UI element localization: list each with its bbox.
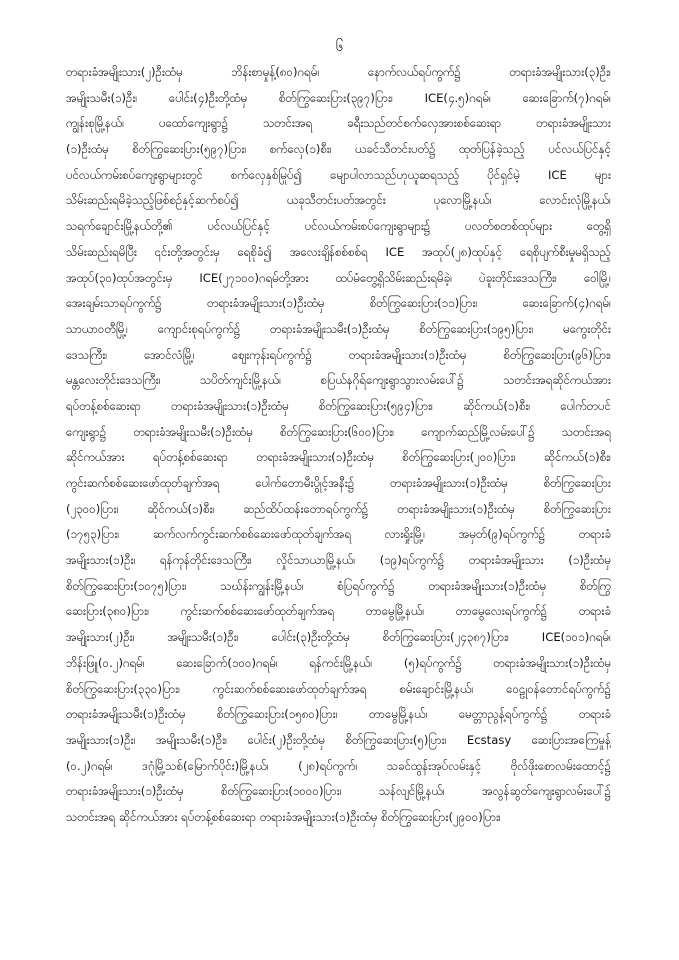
text-line: စိတ်ကြွဆေးပြား(၃၃၀)ပြား၊ ကွင်းဆက်စစ်ဆေးဖော်ထုတ်ချက်အရ စမ်းချောင်းမြို့နယ်၊ ဝေဠုဝန်တောင်ရပ်ကွက်၌ xyxy=(66,681,611,696)
text-line: သတင်းအရ ဆိုင်ကယ်အား ရပ်တန့်စစ်ဆေးရာ တရားခံအမျိုးသား(၁)ဦးထံမှ စိတ်ကြွဆေးပြား(၂၉၀၀)ပြား၊ xyxy=(66,809,501,824)
text-line: ကျွန်းစုမြို့နယ်၊ ပထော်ကျေးရွာ၌ သတင်းအရ ခရီးသည်တင်စက်လှေအားစစ်ဆေးရာ တရားခံအမျိုးသား xyxy=(66,116,611,131)
text-line: တရားခံအမျိုးသား(၁)ဦးထံမှ စိတ်ကြွဆေးပြား(၁၀၀၀)ပြား၊ သန်လျင်မြို့နယ်၊ အလွန်ဆွတ်ကျေးရွာလမ်းပေါ်၌ xyxy=(66,784,611,799)
text-line: ကျေးရွာ၌ တရားခံအမျိုးသမီး(၁)ဦးထံမှ စိတ်ကြွဆေးပြား(၆၀၀)ပြား၊ ကျောက်ဆည်မြို့လမ်းပေါ်၌ သတင်းအရ xyxy=(66,424,611,439)
text-line: စိတ်ကြွဆေးပြား(၁၀၇၅)ပြား၊ သဃ်န်းကျွန်းမြို့နယ်၊ စံပြရပ်ကွက်၌ တရားခံအမျိုးသား(၁)ဦးထံမှ စိတ်ကြွ xyxy=(66,578,611,593)
text-line: အမျိုးသမီး(၁)ဦး၊ ပေါင်း(၄)ဦးတို့ထံမှ စိတ်ကြွဆေးပြား(၃၉၇)ပြား၊ ICE(၄.၅)ဂရမ်၊ ဆေးခြောက်(၇)ဂရမ်၊ xyxy=(66,90,611,105)
text-line: (၀.၂)ဂရမ်၊ ဒဂုံမြို့သစ်(မြောက်ပိုင်း)မြို့နယ်၊ (၂၈)ရပ်ကွက်၊ သခင်ထွန်းအုပ်လမ်းနှင့် ဗိုလ်ဖိုးစောလမ်းထောင့်၌ xyxy=(66,758,611,773)
text-line: သိမ်းဆည်းရမိခဲ့သည့်ဖြစ်စဉ်နှင့်ဆက်စပ်၍ ယခုသီတင်းပတ်အတွင်း ပုလောမြို့နယ်၊ လောင်းလုံမြို့နယ်၊ xyxy=(66,193,611,208)
text-line: ဆိုင်ကယ်အား ရပ်တန့်စစ်ဆေးရာ တရားခံအမျိုးသား(၁)ဦးထံမှ စိတ်ကြွဆေးပြား(၂၀၀)ပြား၊ ဆိုင်ကယ်(၁)စီး၊ xyxy=(66,450,611,465)
page-number: ၆ xyxy=(335,39,344,55)
text-line: ဘိန်းဖြူ(၀.၂)ဂရမ်၊ ဆေးခြောက်(၁၀၀)ဂရမ်၊ ရန်ကင်းမြို့နယ်၊ (၅)ရပ်ကွက်၌ တရားခံအမျိုးသား(၁)ဦးထံမှ xyxy=(66,655,611,670)
text-line: မန္တလေးတိုင်းဒေသကြီး၊ သပိတ်ကျင်းမြို့နယ်၊ စပြယ်နဂိုရ်ကျေးရွာသွားလမ်းပေါ်၌ သတင်းအရဆိုင်ကယ်အား xyxy=(66,373,611,388)
body-paragraph xyxy=(66,60,611,940)
text-line: ရပ်တန့်စစ်ဆေးရာ တရားခံအမျိုးသား(၁)ဦးထံမှ စိတ်ကြွဆေးပြား(၅၉၄)ပြား၊ ဆိုင်ကယ်(၁)စီး၊ ပေါက်တပင် xyxy=(66,398,611,413)
text-line: တရားခံအမျိုးသား(၂)ဦးထံမှ ဘိန်းစာမှုန့်(၈၀)ဂရမ်၊ နောက်လယ်ရပ်ကွက်၌ တရားခံအမျိုးသား(၃)ဦး၊ xyxy=(66,65,611,79)
text-line: သိမ်းဆည်းရမိပြီး ၎င်းတို့အတွင်းမှ ရေစိုခံ၍ အလေးချိန်စစ်စစ်ရ ICE အထုပ်(၂၈)ထုပ်နှင့် ရေစိုပျက်စီးမှုမရှိသည့် xyxy=(66,244,611,259)
text-line: (၁)ဦးထံမှ စိတ်ကြွဆေးပြား(၅၉၇)ပြား၊ စက်လှေ(၁)စီး၊ ယခင်သီတင်းပတ်၌ ထုတ်ပြန်ခဲ့သည့် ပင်လယ်ပြင်နှင့် xyxy=(66,142,611,157)
text-line: ဒေသကြီး၊ အောင်လံမြို့၊ ဈေးကုန်းရပ်ကွက်၌ တရားခံအမျိုးသား(၁)ဦးထံမှ စိတ်ကြွဆေးပြား(၉၆)ပြား၊ xyxy=(66,347,611,362)
text-line: ဆေးပြား(၃၈၀)ပြား၊ ကွင်းဆက်စစ်ဆေးဖော်ထုတ်ချက်အရ တာမွေမြို့နယ်၊ တာမွေလေးရပ်ကွက်၌ တရားခံ xyxy=(66,604,611,619)
text-line: အမျိုးသား(၁)ဦး၊ အမျိုးသမီး(၁)ဦး၊ ပေါင်း(၂)ဦးတို့ထံမှ စိတ်ကြွဆေးပြား(၅)ပြား၊ Ecstasy ဆေးပြားအကြေမှုန့် xyxy=(66,732,611,747)
text-line: သရက်ချောင်းမြို့နယ်တို့၏ ပင်လယ်ပြင်နှင့် ပင်လယ်ကမ်းစပ်ကျေးရွာများ၌ ပလတ်စတစ်ထုပ်များ တွေ့ရှိ xyxy=(66,219,611,234)
text-line: အမျိုးသား(၂)ဦး၊ အမျိုးသမီး(၁)ဦး၊ ပေါင်း(၃)ဦးတို့ထံမှ စိတ်ကြွဆေးပြား(၂၄၃၈၇)ပြား၊ ICE(၁၀၁)ဂရမ်၊ xyxy=(66,630,611,645)
text-line: တရားခံအမျိုးသမီး(၁)ဦးထံမှ စိတ်ကြွဆေးပြား(၁၅၈၀)ပြား၊ တာမွေမြို့နယ်၊ မေတ္တာညွန့်ရပ်ကွက်၌ တရားခံ xyxy=(66,707,611,722)
text-line: အမျိုးသား(၁)ဦး၊ ရန်ကုန်တိုင်းဒေသကြီး၊ လှိုင်သာယာမြို့နယ်၊ (၁၉)ရပ်ကွက်၌ တရားခံအမျိုးသား (၁)ဦးထံမှ xyxy=(66,553,611,568)
text-line: ပင်လယ်ကမ်းစပ်ကျေးရွာများတွင် စက်လှေနှစ်မြုပ်၍ မျောပါလာသည်ဟုယူဆရသည့် ပိုင်ရှင်မဲ့ ICE များ xyxy=(66,167,611,182)
text-line: အထုပ်(၃၀)ထုပ်အတွင်းမှ ICE(၂၇၁၀၀)ဂရမ်တို့အား ထပ်မံတွေ့ရှိသိမ်းဆည်းရမိခဲ့၊ ပဲခူးတိုင်းဒေသကြီး၊ ဝေါမြို့၊ xyxy=(66,270,611,285)
text-line: (၁၇၅၃)ပြား၊ ဆက်လက်ကွင်းဆက်စစ်ဆေးဖော်ထုတ်ချက်အရ လားရှိုးမြို့၊ အမှတ်(၉)ရပ်ကွက်၌ တရားခံ xyxy=(66,527,611,542)
text-line: ကွင်းဆက်စစ်ဆေးဖော်ထုတ်ချက်အရ ပေါက်တောမီးပွိုင့်အနီး၌ တရားခံအမျိုးသား(၁)ဦးထံမှ စိတ်ကြွဆေးပြား xyxy=(66,476,611,490)
text-line: (၂၃၀၀)ပြား၊ ဆိုင်ကယ်(၁)စီး၊ ဆည်ထိပ်ထန်းတောရပ်ကွက်၌ တရားခံအမျိုးသား(၁)ဦးထံမှ စိတ်ကြွဆေးပြား xyxy=(66,501,611,516)
text-line: အေးချမ်းသာရပ်ကွက်၌ တရားခံအမျိုးသား(၁)ဦးထံမှ စိတ်ကြွဆေးပြား(၁၁)ပြား၊ ဆေးခြောက်(၄)ဂရမ်၊ xyxy=(66,296,611,311)
text-line: သာယာဝတီမြို့၊ ကျောင်းစုရပ်ကွက်၌ တရားခံအမျိုးသမီး(၁)ဦးထံမှ စိတ်ကြွဆေးပြား(၁၉၅)ပြား၊ မကွေးတိုင်း xyxy=(66,321,611,336)
